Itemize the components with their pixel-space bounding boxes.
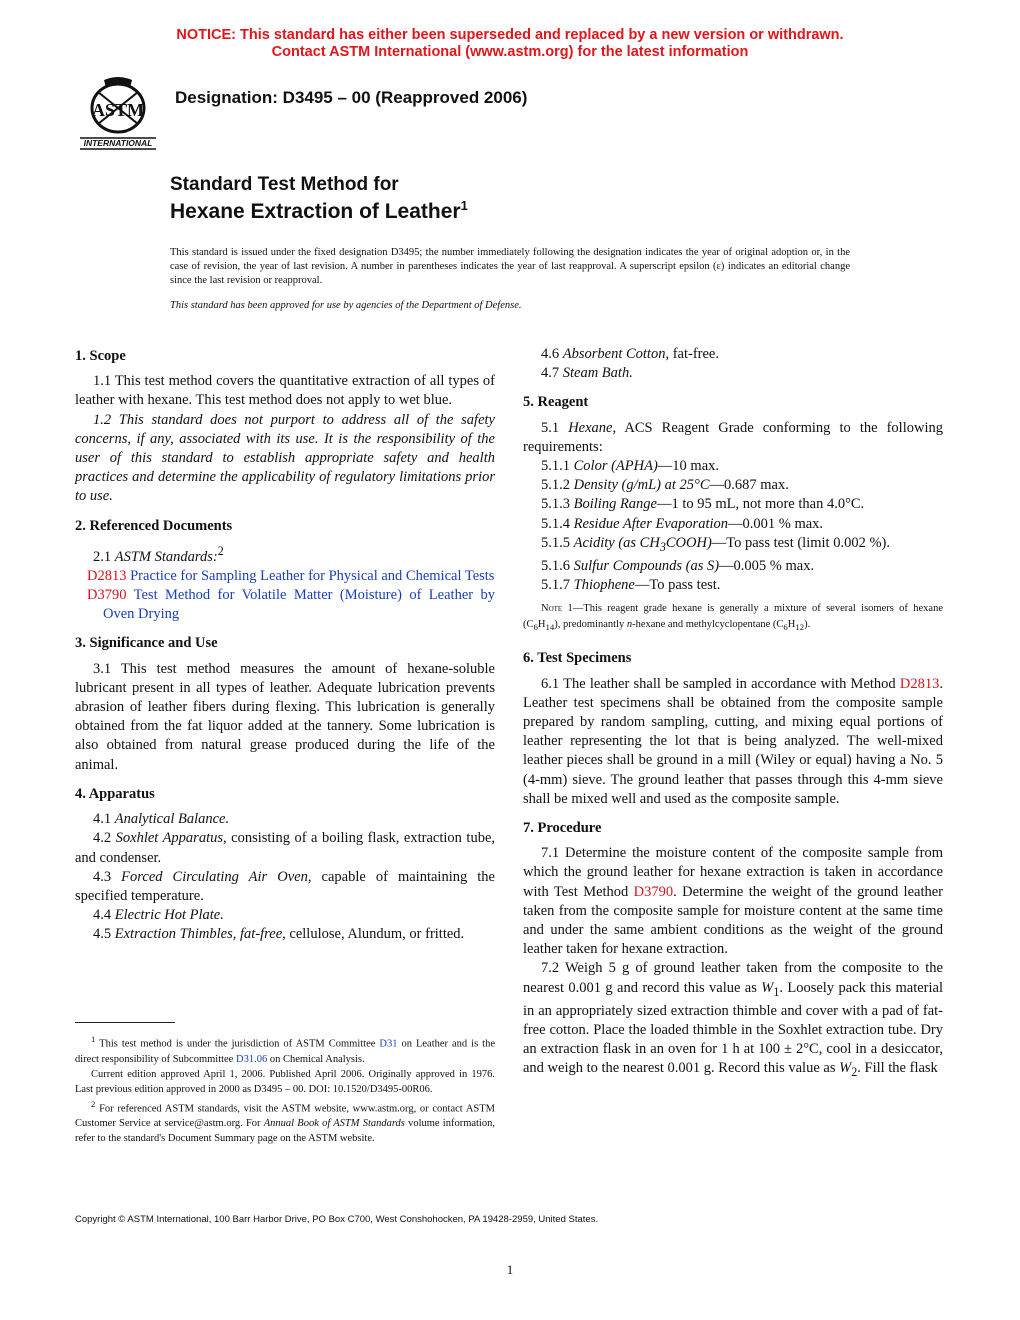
section-2-heading: 2. Referenced Documents xyxy=(75,517,233,534)
section-3-heading: 3. Significance and Use xyxy=(75,635,218,652)
copyright: Copyright © ASTM International, 100 Barr Harbor Drive, PO Box C700, West Conshohocken, PA 19428-2959, United States. xyxy=(75,1214,599,1225)
logo-text-astm: ASTM xyxy=(91,100,145,120)
reagent-5-1-5: 5.1.5 Acidity (as $CH_3COOH)—To$ pass test (limit 0.002 %). xyxy=(541,534,890,554)
section-1-2: 1.2 This standard does not purport to address all of the safety concerns, if any, associated with its use. It is the responsibility of the user of this standard to establish appropriate safety and health practices and determine the applicability of regulatory limitations prior to use. xyxy=(75,411,495,505)
reagent-5-1-6: 5.1.6 Sulfur Compounds (as S)—0.005 % max. xyxy=(541,557,815,574)
link-d31[interactable]: D31 xyxy=(379,1038,398,1050)
right-column xyxy=(523,345,943,1082)
link-d3790[interactable]: D3790 xyxy=(633,883,674,900)
apparatus-4-6: 4.6 Absorbent Cotton, fat-free. xyxy=(541,346,719,362)
notice-line-2: Contact ASTM International (www.astm.org) for the latest information xyxy=(271,44,749,60)
reagent-5-1-7: 5.1.7 Thiophene—To pass test. xyxy=(541,577,721,594)
procedure-7-2: 7.2 Weigh 5 g of ground leather taken from the composite to the nearest 0.001 g and record this value as $W_1$. Loosely pack this material in an appropriately sized extraction thimble and cover with a pad of fat-free cotton. Place the loaded thimble in the Soxhlet extraction tube. Dry an extraction flask in an oven for 1 h at 100 ± 2°C, cool in a desiccator, and weigh to the nearest 0.001 g. Record this value as $W_2$. Fill the flask xyxy=(523,960,943,1080)
section-1-heading: 1. Scope xyxy=(75,348,126,364)
footnote-divider xyxy=(75,1022,175,1023)
designation: Designation: D3495 – 00 (Reapproved 2006) xyxy=(175,88,528,107)
footnote-1: $^1$ This test method is under the jurisdiction of ASTM Committee D31 on Leather and is the direct responsibility of Subcommittee D31.06 on Chemical Analysis. xyxy=(75,1034,495,1065)
section-6-heading: 6. Test Specimens xyxy=(523,650,632,667)
footnotes xyxy=(75,1032,495,1146)
withdrawn-notice xyxy=(0,27,1020,61)
reagent-5-1-1: 5.1.1 Color (APHA)—10 max. xyxy=(541,458,720,475)
section-3-1: 3.1 This test method measures the amount of hexane-soluble lubricant present in all types of leather. Adequate lubrication prevents abrasion of leather fibers during flexing. This lubrication is generally obtained from the fat liquor added at the tannery. Some lubrication is also obtained from natural grease produced during the life of the animal. xyxy=(75,660,495,773)
note-1: Note 1—This reagent grade hexane is generally a mixture of several isomers of hexane $(C_6H_{14})$, predominantly n-hexane and methylcyclopentane $(C_6H_{12})$. xyxy=(523,603,943,633)
reagent-5-1-4: 5.1.4 Residue After Evaporation—0.001 % max. xyxy=(541,515,824,532)
footnote-2: $^2$ For referenced ASTM standards, visit the ASTM website, www.astm.org, or contact ASTM Customer Service at service@astm.org. For Annual Book of ASTM Standards volume information, refer to the standard's Document Summary page on the ASTM website. xyxy=(75,1098,495,1144)
apparatus-4-1: 4.1 Analytical Balance. xyxy=(93,811,230,828)
link-d2813[interactable]: D2813 xyxy=(899,675,940,692)
apparatus-4-2: 4.2 Soxhlet Apparatus, consisting of a boiling flask, extraction tube, and condenser. xyxy=(75,830,496,866)
intro-paragraph: This standard is issued under the fixed designation D3495; the number immediately following the designation indicates the year of original adoption or, in the case of revision, the year of last revision. A number in parentheses indicates the year of last reapproval. A superscript epsilon (ε) indicates an editorial change since the last revision or reapproval. xyxy=(170,247,850,286)
title-line-2 xyxy=(170,198,468,224)
procedure-7-1: 7.1 Determine the moisture content of the composite sample from which the ground leather for hexane extraction is taken in accordance with Test Method D3790. Determine the weight of the ground leather taken from the composite sample for moisture content at the same time and under the same ambient conditions as the weight of the ground leather taken for hexane extraction. xyxy=(523,845,944,958)
apparatus-4-3: 4.3 Forced Circulating Air Oven, capable of maintaining the specified temperature. xyxy=(75,868,495,904)
section-2-1: 2.1 ASTM Standards:$^2$ xyxy=(93,543,224,565)
title-line-1: Standard Test Method for xyxy=(170,174,399,195)
section-7-heading: 7. Procedure xyxy=(523,820,602,837)
reference-d3790[interactable]: D3790 Test Method for Volatile Matter (Moisture) of Leather by Oven Drying xyxy=(87,587,495,623)
apparatus-4-7: 4.7 Steam Bath. xyxy=(541,365,633,382)
defense-approval: This standard has been approved for use by agencies of the Department of Defense. xyxy=(170,300,522,311)
notice-line-1: NOTICE: This standard has either been superseded and replaced by a new version or withdrawn. xyxy=(176,27,844,43)
title-footnote-marker: 1 xyxy=(460,198,468,213)
reference-d2813[interactable]: D2813 Practice for Sampling Leather for Physical and Chemical Tests xyxy=(87,567,495,584)
section-5-heading: 5. Reagent xyxy=(523,394,589,411)
title-text: Hexane Extraction of Leather xyxy=(170,200,461,223)
footnote-1-edition: Current edition approved April 1, 2006. Published April 2006. Originally approved in 1976. Last previous edition approved in 2000 as D3495 – 00. DOI: 10.1520/D3495-00R06. xyxy=(75,1068,495,1095)
section-1-1: 1.1 This test method covers the quantitative extraction of all types of leather with hexane. This test method does not apply to wet blue. xyxy=(75,373,495,409)
apparatus-4-5: 4.5 Extraction Thimbles, fat-free, cellulose, Alundum, or fritted. xyxy=(93,926,465,943)
logo-text-international: INTERNATIONAL xyxy=(83,138,153,148)
reagent-5-1-3: 5.1.3 Boiling Range—1 to 95 mL, not more than 4.0°C. xyxy=(541,496,865,513)
section-4-heading: 4. Apparatus xyxy=(75,785,155,802)
page-number: 1 xyxy=(506,1262,514,1277)
specimens-6-1: 6.1 The leather shall be sampled in accordance with Method D2813. Leather test specimens shall be obtained from the composite sample prepared by random sampling, cutting, and mixing equal portions of leather representing the lot that is being analyzed. The well-mixed leather pieces shall be ground in a mill (Wiley or equal) having a No. 5 (4-mm) sieve. The ground leather that passes through this 4-mm sieve shall be mixed well and used as the composite sample. xyxy=(523,675,943,807)
link-d31-06[interactable]: D31.06 xyxy=(235,1053,268,1065)
astm-logo-icon xyxy=(74,74,162,152)
left-column xyxy=(75,345,495,945)
reagent-5-1: 5.1 Hexane, ACS Reagent Grade conforming to the following requirements: xyxy=(523,419,943,455)
reagent-5-1-2: 5.1.2 Density (g/mL) at 25°C—0.687 max. xyxy=(541,477,789,494)
apparatus-4-4: 4.4 Electric Hot Plate. xyxy=(93,907,224,924)
